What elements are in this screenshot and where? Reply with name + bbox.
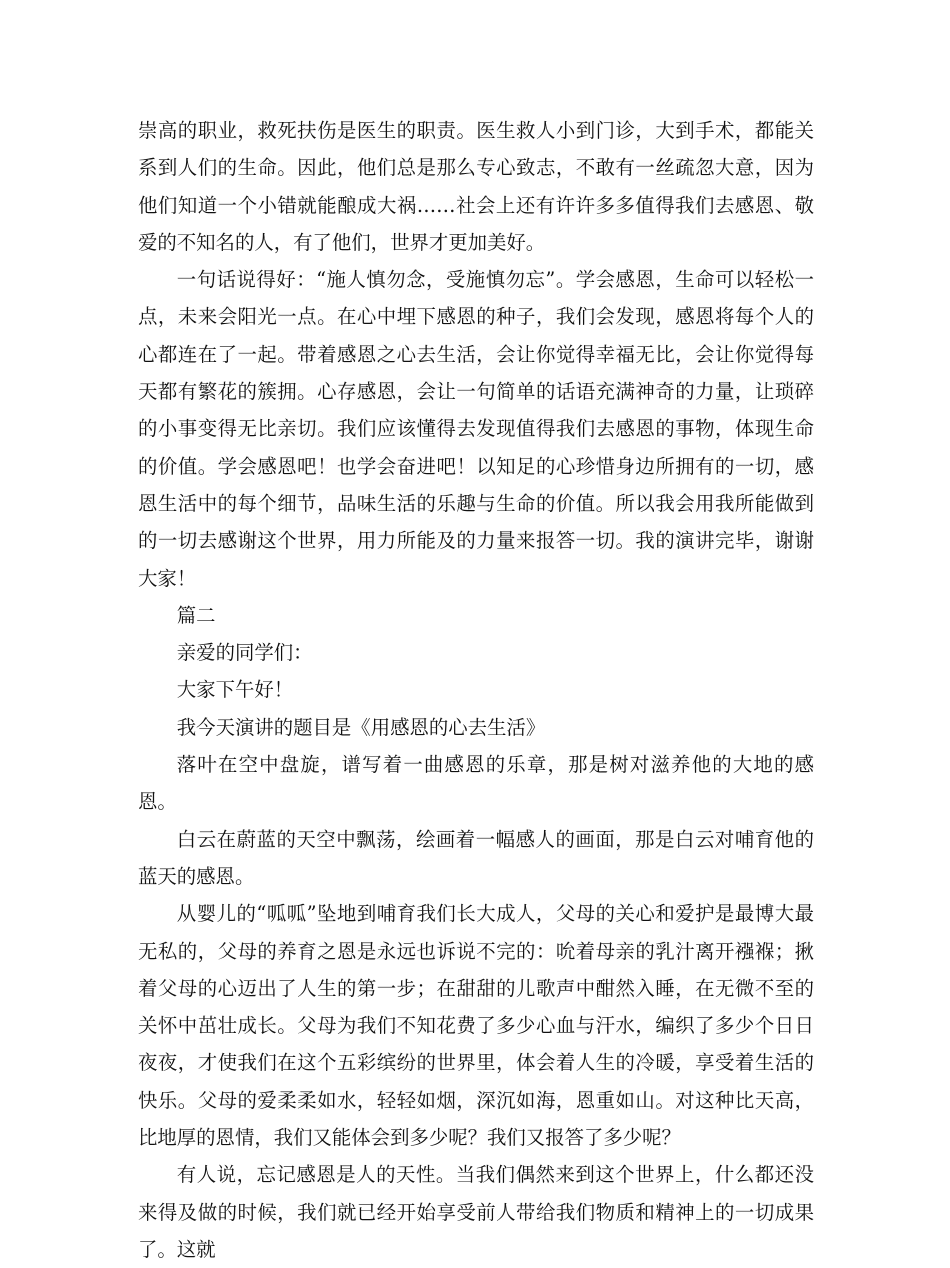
section-heading: 篇二 (176, 603, 216, 627)
paragraph-gratitude-quote: 一句话说得好：“施人慎勿念，受施慎勿忘”。学会感恩，生命可以轻松一点，未来会阳光一点。在心中埋下感恩的种子，我们会发现，感恩将每个人的心都连在了一起。带着感恩之心去生活，会让你觉得幸福无比，会让你觉得每天都有繁花的簇拥。心存感恩，会让一句简单的话语充满神奇的力量，让琐碎的小事变得无比亲切。我们应该懂得去发现值得我们去感恩的事物，体现生命的价值。学会感恩吧！也学会奋进吧！以知足的心珍惜身边所拥有的一切，感恩生活中的每个细节，品味生活的乐趣与生命的价值。所以我会用我所能做到的一切去感谢这个世界，用力所能及的力量来报答一切。我的演讲完毕，谢谢大家！ (138, 268, 814, 590)
document-page (138, 112, 814, 1268)
paragraph-forget-gratitude: 有人说，忘记感恩是人的天性。当我们偶然来到这个世界上，什么都还没来得及做的时候，我们就已经开始享受前人带给我们物质和精神上的一切成果了。这就 (138, 1163, 814, 1261)
speech-title-line: 我今天演讲的题目是《用感恩的心去生活》 (176, 715, 546, 739)
paragraph-parents: 从婴儿的“呱呱”坠地到哺育我们长大成人，父母的关心和爱护是最博大最无私的，父母的养育之恩是永远也诉说不完的：吮着母亲的乳汁离开襁褓；揪着父母的心迈出了人生的第一步；在甜甜的儿歌声中酣然入睡，在无微不至的关怀中茁壮成长。父母为我们不知花费了多少心血与汗水，编织了多少个日日夜夜，才使我们在这个五彩缤纷的世界里，体会着人生的冷暖，享受着生活的快乐。父母的爱柔柔如水，轻轻如烟，深沉如海，恩重如山。对这种比天高，比地厚的恩情，我们又能体会到多少呢？我们又报答了多少呢？ (138, 902, 814, 1150)
paragraph-continuation: 崇高的职业，救死扶伤是医生的职责。医生救人小到门诊，大到手术，都能关系到人们的生命。因此，他们总是那么专心致志，不敢有一丝疏忽大意，因为他们知道一个小错就能酿成大祸……社会上还有许许多多值得我们去感恩、敬爱的不知名的人，有了他们，世界才更加美好。 (138, 119, 814, 254)
greeting: 大家下午好！ (176, 678, 294, 702)
salutation: 亲爱的同学们： (176, 641, 313, 665)
paragraph-leaves: 落叶在空中盘旋，谱写着一曲感恩的乐章，那是树对滋养他的大地的感恩。 (138, 753, 814, 814)
paragraph-clouds: 白云在蔚蓝的天空中飘荡，绘画着一幅感人的画面，那是白云对哺育他的蓝天的感恩。 (138, 827, 814, 888)
